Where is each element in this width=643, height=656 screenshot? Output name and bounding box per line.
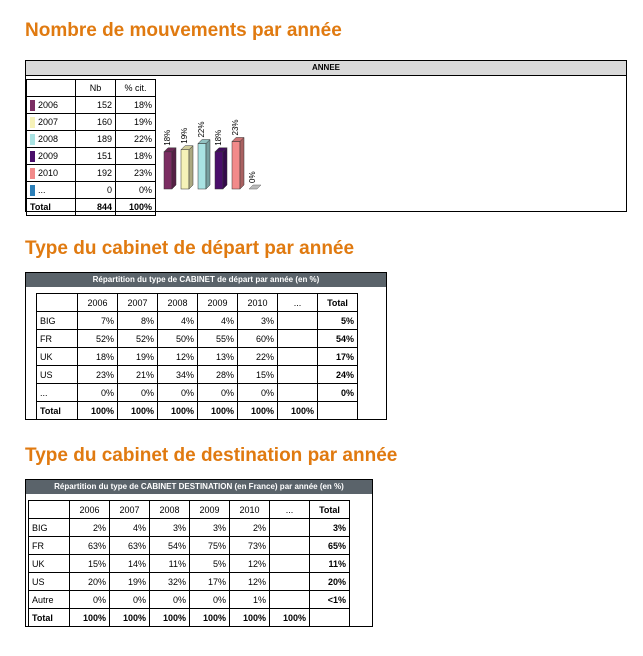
- value-cell: [270, 555, 310, 573]
- value-cell: 11%: [310, 555, 350, 573]
- value-cell: 22%: [238, 348, 278, 366]
- column-header: 2006: [70, 501, 110, 519]
- row-label: [27, 97, 76, 114]
- value-cell: 12%: [230, 555, 270, 573]
- total-label: Total: [27, 199, 76, 216]
- value-cell: 52%: [78, 330, 118, 348]
- value-cell: 5%: [190, 555, 230, 573]
- table-row: [37, 312, 358, 330]
- value-cell: 73%: [230, 537, 270, 555]
- bar-label: 18%: [214, 129, 223, 146]
- row-label: Autre: [29, 591, 70, 609]
- column-header: 2010: [238, 294, 278, 312]
- total-row: [27, 199, 156, 216]
- bar-2010: [232, 137, 244, 189]
- count-cell: 0: [76, 182, 116, 199]
- row-label: [27, 114, 76, 131]
- count-cell: 151: [76, 148, 116, 165]
- mouvements-panel: [25, 60, 627, 212]
- value-cell: 8%: [118, 312, 158, 330]
- value-cell: 55%: [198, 330, 238, 348]
- value-cell: 5%: [318, 312, 358, 330]
- bar-2009: [215, 148, 227, 189]
- destination-table: [28, 500, 350, 627]
- value-cell: [270, 591, 310, 609]
- bar-...: [249, 185, 261, 189]
- table-row: [27, 114, 156, 131]
- row-label: BIG: [37, 312, 78, 330]
- table-row: [27, 97, 156, 114]
- value-cell: 2%: [70, 519, 110, 537]
- table-row: [27, 165, 156, 182]
- value-cell: 12%: [158, 348, 198, 366]
- column-header: [37, 294, 78, 312]
- percent-cell: 18%: [116, 97, 156, 114]
- percent-cell: 23%: [116, 165, 156, 182]
- table-header-row: [27, 80, 156, 97]
- table-row: [27, 131, 156, 148]
- value-cell: 0%: [150, 591, 190, 609]
- row-label: UK: [29, 555, 70, 573]
- table-header-row: [29, 501, 350, 519]
- column-header: 2007: [118, 294, 158, 312]
- bar-label: 0%: [248, 171, 257, 183]
- count-cell: 160: [76, 114, 116, 131]
- value-cell: [278, 384, 318, 402]
- value-cell: 100%: [270, 609, 310, 627]
- year-label: 2006: [38, 99, 59, 110]
- bar-2006: [164, 148, 176, 189]
- value-cell: 3%: [150, 519, 190, 537]
- value-cell: 34%: [158, 366, 198, 384]
- value-cell: 75%: [190, 537, 230, 555]
- percent-cell: 0%: [116, 182, 156, 199]
- value-cell: 18%: [78, 348, 118, 366]
- table-row: [37, 384, 358, 402]
- value-cell: 19%: [110, 573, 150, 591]
- value-cell: 21%: [118, 366, 158, 384]
- column-header: Total: [318, 294, 358, 312]
- year-label: 2010: [38, 167, 59, 178]
- value-cell: 100%: [118, 402, 158, 420]
- table-row: [29, 573, 350, 591]
- value-cell: 19%: [118, 348, 158, 366]
- mouvements-table: [26, 79, 156, 216]
- percent-cell: 22%: [116, 131, 156, 148]
- bar-2007: [181, 146, 193, 189]
- value-cell: 0%: [318, 384, 358, 402]
- value-cell: 100%: [110, 609, 150, 627]
- value-cell: 12%: [230, 573, 270, 591]
- section-title-mouvements: Nombre de mouvements par année: [25, 20, 342, 41]
- value-cell: 7%: [78, 312, 118, 330]
- value-cell: 100%: [190, 609, 230, 627]
- bar-label: 19%: [180, 127, 189, 144]
- value-cell: 100%: [70, 609, 110, 627]
- legend-swatch: [30, 117, 35, 128]
- percent-cell: 19%: [116, 114, 156, 131]
- section-title-depart: Type du cabinet de départ par année: [25, 238, 355, 259]
- value-cell: 100%: [198, 402, 238, 420]
- table-row: [29, 591, 350, 609]
- year-label: ...: [38, 184, 46, 195]
- legend-swatch: [30, 185, 35, 196]
- legend-swatch: [30, 151, 35, 162]
- year-label: 2007: [38, 116, 59, 127]
- section-title-destination: Type du cabinet de destination par année: [25, 445, 398, 466]
- value-cell: 15%: [70, 555, 110, 573]
- column-header: 2009: [198, 294, 238, 312]
- value-cell: 3%: [238, 312, 278, 330]
- value-cell: 50%: [158, 330, 198, 348]
- column-header: Nb: [76, 80, 116, 97]
- table-row: [29, 519, 350, 537]
- bar-2008: [198, 140, 210, 189]
- value-cell: 0%: [70, 591, 110, 609]
- value-cell: [270, 519, 310, 537]
- year-bar-chart: [160, 75, 290, 205]
- column-header: 2010: [230, 501, 270, 519]
- value-cell: 0%: [118, 384, 158, 402]
- value-cell: 28%: [198, 366, 238, 384]
- column-header: % cit.: [116, 80, 156, 97]
- row-label: FR: [37, 330, 78, 348]
- value-cell: 0%: [190, 591, 230, 609]
- value-cell: 100%: [78, 402, 118, 420]
- value-cell: 100%: [230, 609, 270, 627]
- value-cell: 24%: [318, 366, 358, 384]
- value-cell: 52%: [118, 330, 158, 348]
- value-cell: [278, 312, 318, 330]
- value-cell: 0%: [238, 384, 278, 402]
- bar-label: 23%: [231, 119, 240, 136]
- destination-panel: [25, 479, 373, 627]
- annee-header: ANNEE: [26, 61, 626, 76]
- column-header: ...: [270, 501, 310, 519]
- value-cell: 1%: [230, 591, 270, 609]
- legend-swatch: [30, 168, 35, 179]
- value-cell: [278, 366, 318, 384]
- value-cell: 2%: [230, 519, 270, 537]
- row-label: UK: [37, 348, 78, 366]
- value-cell: 100%: [158, 402, 198, 420]
- table-row: [37, 348, 358, 366]
- row-label: [27, 131, 76, 148]
- value-cell: 100%: [150, 609, 190, 627]
- value-cell: 4%: [158, 312, 198, 330]
- value-cell: 100%: [278, 402, 318, 420]
- value-cell: 3%: [190, 519, 230, 537]
- value-cell: 63%: [70, 537, 110, 555]
- value-cell: [270, 537, 310, 555]
- value-cell: 3%: [310, 519, 350, 537]
- value-cell: 20%: [310, 573, 350, 591]
- row-label: ...: [37, 384, 78, 402]
- table-row: [37, 366, 358, 384]
- value-cell: 20%: [70, 573, 110, 591]
- count-cell: 192: [76, 165, 116, 182]
- row-label: [27, 148, 76, 165]
- row-label: Total: [29, 609, 70, 627]
- value-cell: [318, 402, 358, 420]
- bar-label: 22%: [197, 121, 206, 138]
- table-header-row: [37, 294, 358, 312]
- value-cell: [278, 330, 318, 348]
- value-cell: 100%: [238, 402, 278, 420]
- column-header: 2008: [150, 501, 190, 519]
- depart-header: Répartition du type de CABINET de départ par année (en %): [26, 273, 386, 287]
- legend-swatch: [30, 134, 35, 145]
- value-cell: 13%: [198, 348, 238, 366]
- column-header: [29, 501, 70, 519]
- value-cell: 54%: [318, 330, 358, 348]
- row-label: US: [29, 573, 70, 591]
- value-cell: 63%: [110, 537, 150, 555]
- table-row: [27, 182, 156, 199]
- value-cell: 0%: [158, 384, 198, 402]
- legend-swatch: [30, 100, 35, 111]
- bar-label: 18%: [163, 129, 172, 146]
- depart-table: [36, 293, 358, 420]
- value-cell: 14%: [110, 555, 150, 573]
- table-row: [29, 537, 350, 555]
- year-label: 2008: [38, 133, 59, 144]
- value-cell: 60%: [238, 330, 278, 348]
- value-cell: 65%: [310, 537, 350, 555]
- value-cell: 17%: [318, 348, 358, 366]
- value-cell: [310, 609, 350, 627]
- row-label: BIG: [29, 519, 70, 537]
- column-header: 2007: [110, 501, 150, 519]
- year-label: 2009: [38, 150, 59, 161]
- value-cell: 23%: [78, 366, 118, 384]
- table-row: [27, 148, 156, 165]
- column-header: 2008: [158, 294, 198, 312]
- destination-header: Répartition du type de CABINET DESTINATION (en France) par année (en %): [26, 480, 372, 494]
- value-cell: 0%: [110, 591, 150, 609]
- row-label: [27, 182, 76, 199]
- total-percent: 100%: [116, 199, 156, 216]
- value-cell: 4%: [198, 312, 238, 330]
- percent-cell: 18%: [116, 148, 156, 165]
- column-header: 2006: [78, 294, 118, 312]
- depart-panel: [25, 272, 387, 420]
- column-header: Total: [310, 501, 350, 519]
- value-cell: 54%: [150, 537, 190, 555]
- count-cell: 189: [76, 131, 116, 148]
- value-cell: 17%: [190, 573, 230, 591]
- value-cell: 4%: [110, 519, 150, 537]
- value-cell: 11%: [150, 555, 190, 573]
- value-cell: 0%: [78, 384, 118, 402]
- row-label: Total: [37, 402, 78, 420]
- table-row: [29, 555, 350, 573]
- value-cell: 15%: [238, 366, 278, 384]
- row-label: US: [37, 366, 78, 384]
- total-row: [37, 402, 358, 420]
- value-cell: 32%: [150, 573, 190, 591]
- value-cell: <1%: [310, 591, 350, 609]
- value-cell: [278, 348, 318, 366]
- row-label: [27, 165, 76, 182]
- column-header: ...: [278, 294, 318, 312]
- count-cell: 152: [76, 97, 116, 114]
- value-cell: 0%: [198, 384, 238, 402]
- table-row: [37, 330, 358, 348]
- total-count: 844: [76, 199, 116, 216]
- total-row: [29, 609, 350, 627]
- column-header: 2009: [190, 501, 230, 519]
- column-header: [27, 80, 76, 97]
- row-label: FR: [29, 537, 70, 555]
- value-cell: [270, 573, 310, 591]
